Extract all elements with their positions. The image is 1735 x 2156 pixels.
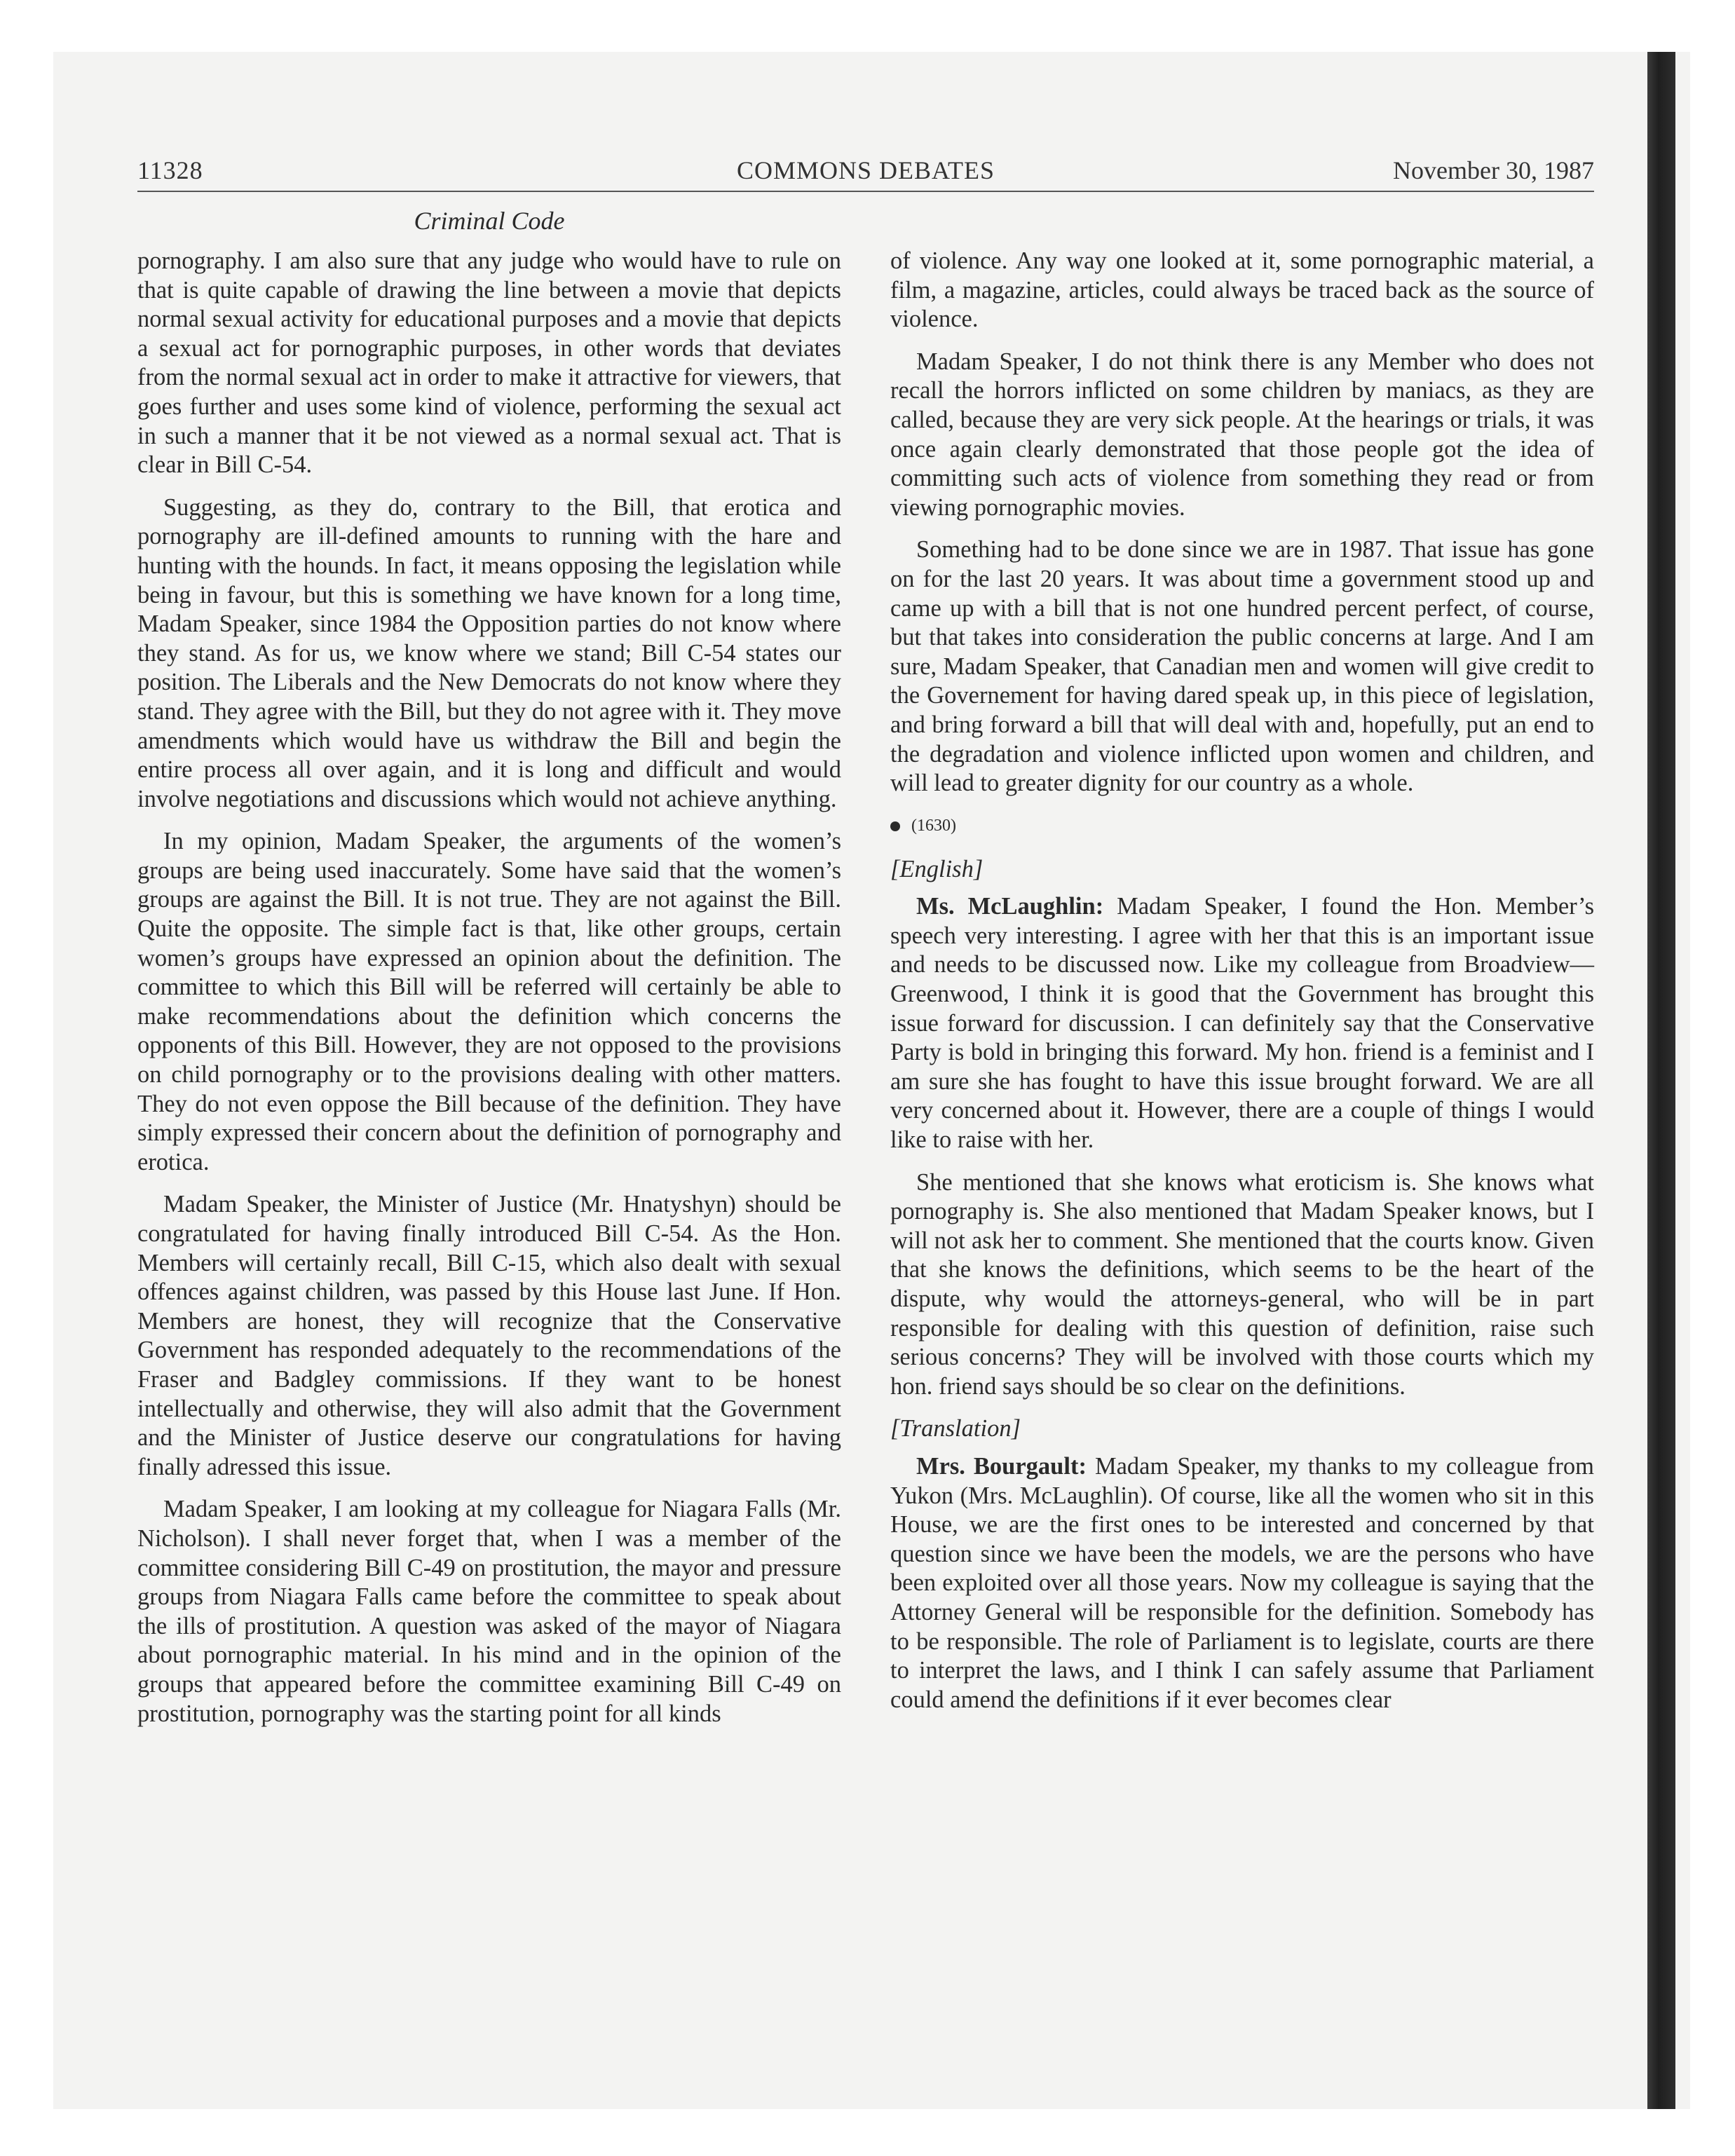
paragraph: Suggesting, as they do, contrary to the Bill, that erotica and pornography are ill-defined amounts to running with the hare and hunting with the hounds. In fact, it means opposing the legislation while being in favour, but this is something we have known for a long time, Madam Speaker, since 1984 the Opposition parties do not know where they stand. As for us, we know where we stand; Bill C-54 states our position. The Liberals and the New Democrats do not know where they stand. They agree with the Bill, but they do not agree with it. They move amendments which would have us withdraw the Bill and begin the entire process all over again, and it is long and difficult and would involve negotiations and discussions which would not achieve anything. bbox=[137, 493, 841, 812]
paragraph: Something had to be done since we are in 1987. That issue has gone on for the last 20 years. It was about time a government stood up and came up with a bill that is not one hundred percent perfect, of course, but that takes into consideration the public concerns at large. And I am sure, Madam Speaker, that Canadian men and women will give credit to the Governement for having dared speak up, in this piece of legislation, and bring forward a bill that will deal with and, hopefully, put an end to the degradation and violence inflicted upon women and children, and will lead to greater dignity for our country as a whole. bbox=[890, 536, 1594, 797]
document-page bbox=[137, 156, 1594, 1727]
running-header bbox=[137, 156, 1594, 188]
section-title: Criminal Code bbox=[414, 207, 565, 235]
publication-title: COMMONS DEBATES bbox=[736, 156, 995, 184]
header-rule bbox=[137, 191, 1594, 192]
paragraph: She mentioned that she knows what eroticism is. She knows what pornography is. She also mentioned that Madam Speaker knows, but I will not ask her to comment. She mentioned that the courts know. Given that she knows the definitions, which seems to be the heart of the dispute, why would the attorneys-general, who will be in part responsible for dealing with this question of definition, raise such serious concerns? They will be involved with those courts which my hon. friend says should be so clear on the definitions. bbox=[890, 1168, 1594, 1400]
scan-edge-shadow bbox=[1647, 52, 1675, 2109]
speaker-name: Mrs. Bourgault: bbox=[916, 1452, 1087, 1480]
paragraph: pornography. I am also sure that any judge who would have to rule on that is quite capable of drawing the line between a movie that depicts normal sexual activity for educational purposes and a movie that depicts a sexual act for pornographic purposes, in other words that deviates from the normal sexual act in order to make it attractive for viewers, that goes further and uses some kind of violence, performing the sexual act in such a manner that it be not viewed as a normal sexual act. That is clear in Bill C-54. bbox=[137, 247, 841, 479]
page-number: 11328 bbox=[137, 156, 203, 184]
paragraph: Madam Speaker, I am looking at my colleague for Niagara Falls (Mr. Nicholson). I shall never forget that, when I was a member of the committee considering Bill C-49 on prostitution, the mayor and pressure groups from Niagara Falls came before the committee to speak about the ills of prostitution. A question was asked of the mayor of Niagara about pornographic material. In his mind and in the opinion of the groups that appeared before the committee examining Bill C-49 on prostitution, pornography was the starting point for all kinds bbox=[137, 1496, 841, 1727]
bullet-icon bbox=[890, 821, 900, 831]
header-date: November 30, 1987 bbox=[1393, 156, 1594, 184]
paragraph: Madam Speaker, I do not think there is any Member who does not recall the horrors inflicted on some children by maniacs, as they are called, because they are very sick people. At the hearings or trials, it was once again clearly demonstrated that those people got the idea of committing such acts of violence from something they read or from viewing pornographic movies. bbox=[890, 348, 1594, 521]
speech-paragraph bbox=[890, 1452, 1594, 1714]
time-stamp bbox=[890, 812, 1594, 840]
speech-paragraph bbox=[890, 892, 1594, 1154]
language-note-translation: [Translation] bbox=[890, 1415, 1021, 1442]
left-column bbox=[137, 247, 841, 1728]
paragraph: Madam Speaker, the Minister of Justice (Mr. Hnatyshyn) should be congratulated for having finally introduced Bill C-54. As the Hon. Members will certainly recall, Bill C-15, which also dealt with sexual offences against children, was passed by this House last June. If Hon. Members are honest, they will recognize that the Conservative Government has responded adequately to the recommendations of the Fraser and Badgley commissions. If they want to be honest intellectually and otherwise, they will also admit that the Government and the Minister of Justice deserve our congratulations for having finally adressed this issue. bbox=[137, 1191, 841, 1480]
time-stamp-text: (1630) bbox=[911, 816, 956, 835]
speech-text: Madam Speaker, I found the Hon. Member’s speech very interesting. I agree with her that this is an important issue and needs to be discussed now. Like my colleague from Broadview—Greenwood, I think it is good that the Government has brought this issue forward for discussion. I can definitely say that the Conservative Party is bold in bringing this forward. My hon. friend is a feminist and I am sure she has fought to have this issue brought forward. We are all very concerned about it. However, there are a couple of things I would like to raise with her. bbox=[890, 893, 1594, 1154]
language-note-english: [English] bbox=[890, 855, 984, 882]
speech-text: Madam Speaker, my thanks to my colleague from Yukon (Mrs. McLaughlin). Of course, like all the women who sit in this House, we are the first ones to be interested and concerned by that question since we have been the models, we are the persons who have been exploited over all those years. Now my colleague is saying that the Attorney General will be responsible for the definition. Somebody has to be responsible. The role of Parliament is to legislate, courts are there to interpret the laws, and I think I can safely assume that Parliament could amend the definitions if it ever becomes clear bbox=[890, 1452, 1594, 1713]
paragraph: of violence. Any way one looked at it, some pornographic material, a film, a magazine, articles, could always be traced back as the source of violence. bbox=[890, 247, 1594, 333]
right-column bbox=[890, 247, 1594, 1714]
speaker-name: Ms. McLaughlin: bbox=[916, 893, 1104, 920]
paragraph: In my opinion, Madam Speaker, the arguments of the women’s groups are being used inaccurately. Some have said that the women’s groups are against the Bill. It is not true. They are not against the Bill. Quite the opposite. The simple fact is that, like other groups, certain women’s groups have expressed an opinion about the definition. The committee to which this Bill will be referred will certainly be able to make recommendations about the definition which concerns the opponents of this Bill. However, they are not opposed to the provisions on child pornography or to the provisions dealing with other matters. They do not even oppose the Bill because of the definition. They have simply expressed their concern about the definition of pornography and erotica. bbox=[137, 828, 841, 1175]
